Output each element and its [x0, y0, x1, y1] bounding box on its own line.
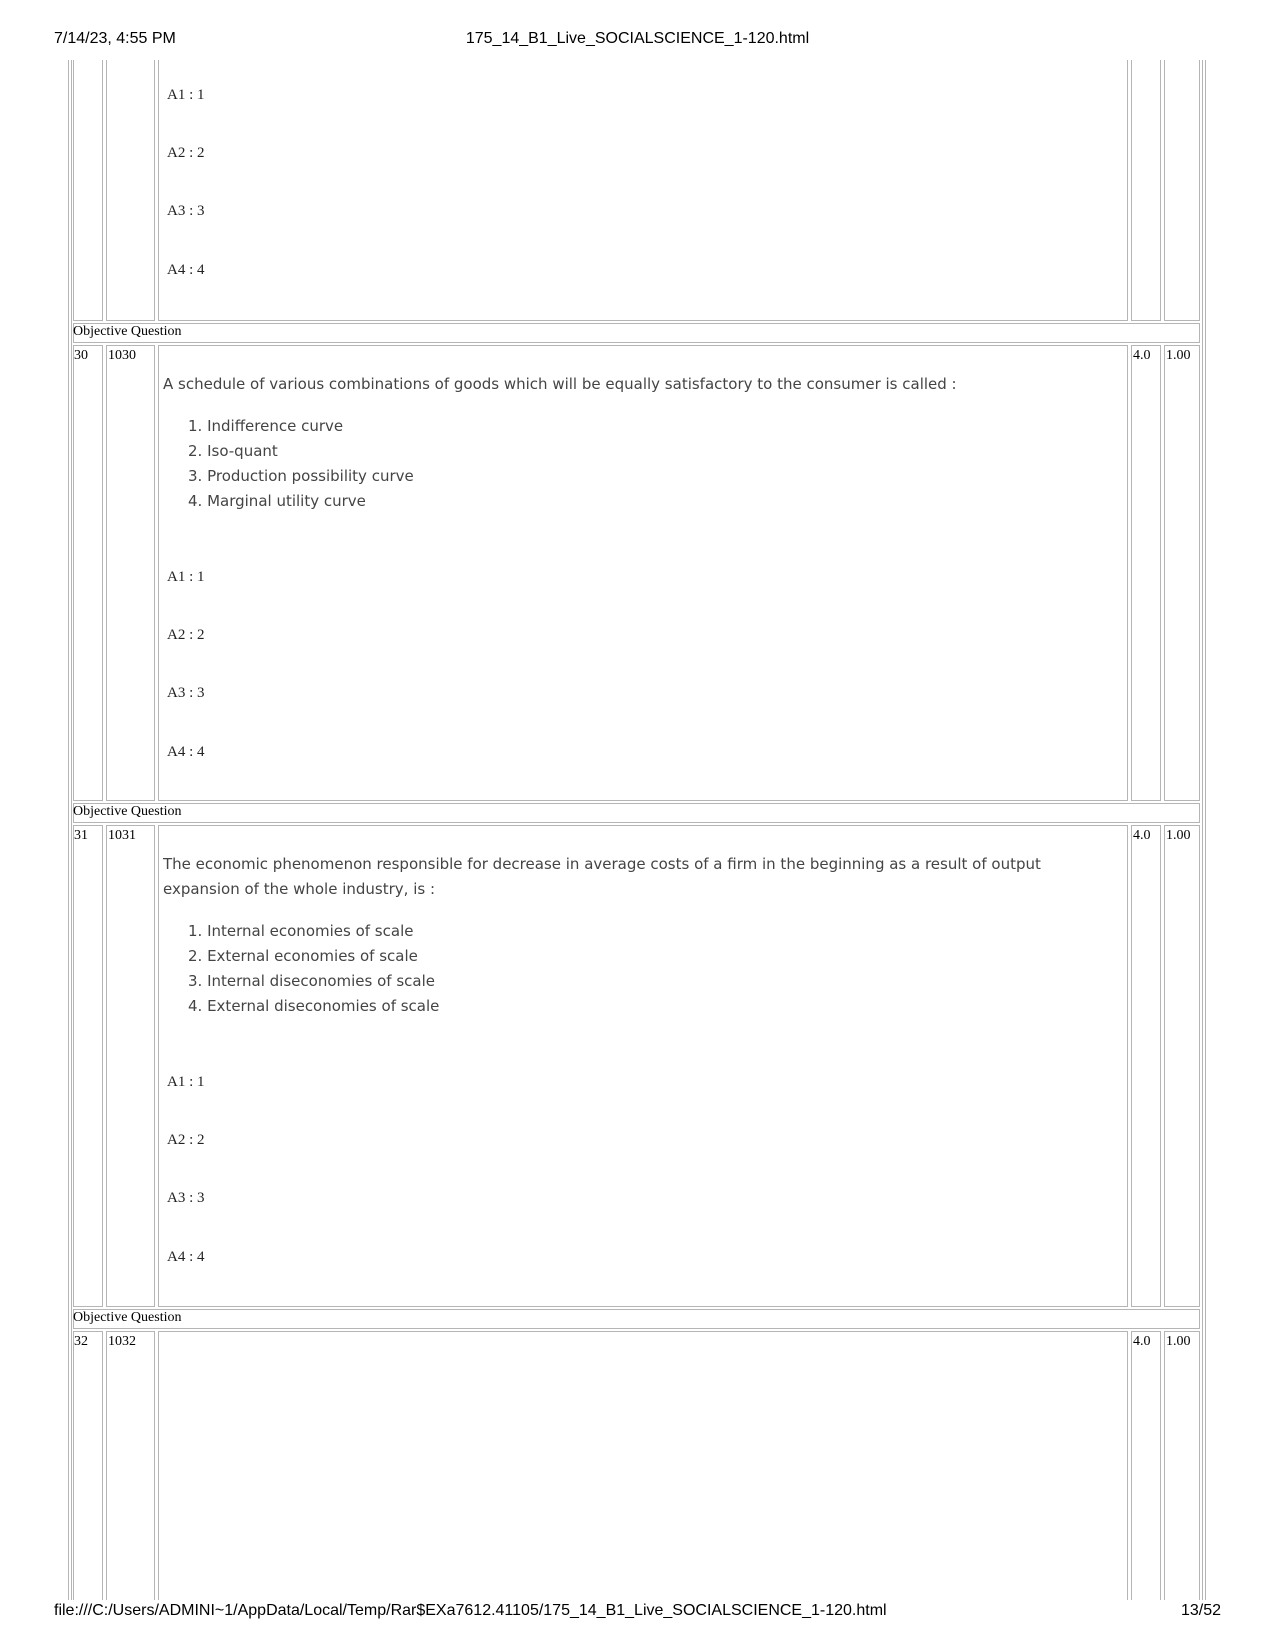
question-number: 32 [74, 1334, 88, 1349]
question-marks: 4.0 [1133, 1334, 1151, 1349]
choice-item: 1. Indifference curve [188, 417, 344, 435]
answer-option-a4: A4 : 4 [167, 1249, 205, 1265]
print-footer [0, 1602, 1275, 1622]
question-text: The economic phenomenon responsible for decrease in average costs of a firm in the beginning as a result of output expansion of the whole industry, is : [163, 855, 1041, 898]
cell-negative [1164, 345, 1200, 801]
choice-item: 2. Iso-quant [188, 442, 278, 460]
question-id: 1032 [108, 1334, 136, 1349]
choice-list [188, 414, 414, 514]
question-negative-marks: 1.00 [1166, 1334, 1191, 1349]
answer-option-a2: A2 : 2 [167, 1132, 205, 1148]
cell-id [106, 345, 155, 801]
cell-content-prev [158, 60, 1128, 321]
choice-list [188, 919, 439, 1019]
print-header [0, 30, 1275, 50]
choice-item: 2. External economies of scale [188, 947, 418, 965]
choice-item: 3. Production possibility curve [188, 467, 414, 485]
cell-negative [1164, 1331, 1200, 1600]
question-type-label: Objective Question [73, 324, 182, 339]
question-marks: 4.0 [1133, 348, 1151, 363]
print-datetime: 7/14/23, 4:55 PM [54, 30, 176, 47]
cell-negative [1164, 825, 1200, 1307]
choice-item: 4. Marginal utility curve [188, 492, 366, 510]
choice-item: 4. External diseconomies of scale [188, 997, 440, 1015]
question-text: A schedule of various combinations of goods which will be equally satisfactory to the consumer is called : [163, 375, 957, 393]
question-negative-marks: 1.00 [1166, 348, 1191, 363]
question-negative-marks: 1.00 [1166, 828, 1191, 843]
cell-id [106, 825, 155, 1307]
answer-option-a1: A1 : 1 [167, 87, 205, 103]
question-type-row [73, 803, 1200, 823]
answer-option-a2: A2 : 2 [167, 627, 205, 643]
question-type-label: Objective Question [73, 1310, 182, 1325]
table-border-left-inner [71, 60, 72, 1600]
cell-marks [1131, 825, 1161, 1307]
question-id: 1031 [108, 828, 136, 843]
question-marks: 4.0 [1133, 828, 1151, 843]
cell-marks-prev [1131, 60, 1161, 321]
cell-number [73, 1331, 103, 1600]
answer-option-a4: A4 : 4 [167, 262, 205, 278]
file-path: file:///C:/Users/ADMINI~1/AppData/Local/Temp/Rar$EXa7612.41105/175_14_B1_Live_SOCIALSCIENCE_1-120.html [54, 1602, 887, 1619]
question-type-row [73, 1309, 1200, 1329]
question-id: 1030 [108, 348, 136, 363]
answer-option-a2: A2 : 2 [167, 145, 205, 161]
answer-option-a3: A3 : 3 [167, 1190, 205, 1206]
answer-option-a3: A3 : 3 [167, 685, 205, 701]
table-border-right-outer [1205, 60, 1206, 1600]
question-type-row [73, 323, 1200, 343]
question-number: 30 [74, 348, 88, 363]
print-title: 175_14_B1_Live_SOCIALSCIENCE_1-120.html [465, 30, 810, 47]
answer-option-a1: A1 : 1 [167, 1074, 205, 1090]
cell-number-prev [73, 60, 103, 321]
answer-option-a1: A1 : 1 [167, 569, 205, 585]
page-number: 13/52 [1180, 1602, 1221, 1619]
cell-id [106, 1331, 155, 1600]
choice-item: 3. Internal diseconomies of scale [188, 972, 435, 990]
cell-id-prev [106, 60, 155, 321]
cell-number [73, 825, 103, 1307]
answer-option-a3: A3 : 3 [167, 203, 205, 219]
cell-number [73, 345, 103, 801]
cell-marks [1131, 1331, 1161, 1600]
cell-content [158, 1331, 1128, 1600]
table-border-left-outer [68, 60, 69, 1600]
cell-marks [1131, 345, 1161, 801]
answer-option-a4: A4 : 4 [167, 744, 205, 760]
question-number: 31 [74, 828, 88, 843]
table-border-right-inner [1202, 60, 1203, 1600]
question-type-label: Objective Question [73, 804, 182, 819]
cell-negative-prev [1164, 60, 1200, 321]
choice-item: 1. Internal economies of scale [188, 922, 414, 940]
